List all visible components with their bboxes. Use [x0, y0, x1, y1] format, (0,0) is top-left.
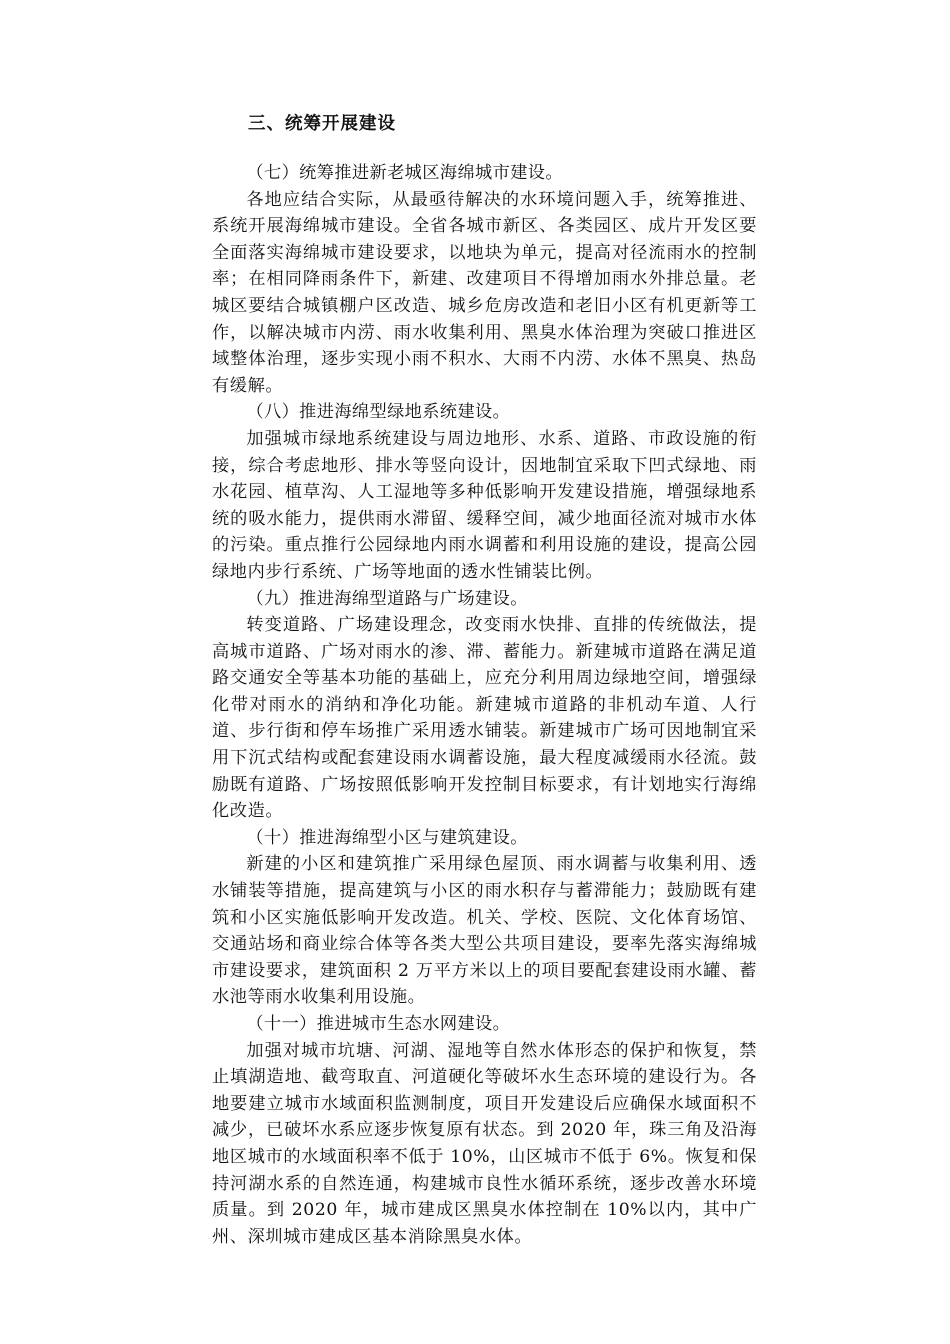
paragraph-9: 转变道路、广场建设理念，改变雨水快排、直排的传统做法，提高城市道路、广场对雨水的渗、滞、蓄能力。新建城市道路在满足道路交通安全等基本功能的基础上，应充分利用周边绿地空间，增强绿化带对雨水的消纳和净化功能。新建城市道路的非机动车道、人行道、步行街和停车场推广采用透水铺装。新建城市广场可因地制宜采用下沉式结构或配套建设雨水调蓄设施，最大程度减缓雨水径流。鼓励既有道路、广场按照低影响开发控制目标要求，有计划地实行海绵化改造。 — [212, 615, 757, 822]
paragraph-11: 加强对城市坑塘、河湖、湿地等自然水体形态的保护和恢复，禁止填湖造地、截弯取直、河道硬化等破坏水生态环境的建设行为。各地要建立城市水域面积监测制度，项目开发建设后应确保水域面积不减少，已破坏水系应逐步恢复原有状态。到 2020 年，珠三角及沿海地区城市的水域面积率不低于 10%，山区城市不低于 6%。恢复和保持河湖水系的自然连通，构建城市良性水循环系统，逐步改善水环境质量。到 2020 年，城市建成区黑臭水体控制在 10%以内，其中广州、深圳城市建成区基本消除黑臭水体。 — [212, 1040, 757, 1247]
subsection-heading-8: （八）推进海绵型绿地系统建设。 — [246, 402, 511, 423]
paragraph-7: 各地应结合实际，从最亟待解决的水环境问题入手，统筹推进、系统开展海绵城市建设。全省各城市新区、各类园区、成片开发区要全面落实海绵城市建设要求，以地块为单元，提高对径流雨水的控制率；在相同降雨条件下，新建、改建项目不得增加雨水外排总量。老城区要结合城镇棚户区改造、城乡危房改造和老旧小区有机更新等工作，以解决城市内涝、雨水收集利用、黑臭水体治理为突破口推进区域整体治理，逐步实现小雨不积水、大雨不内涝、水体不黑臭、热岛有缓解。 — [212, 189, 757, 396]
subsection-heading-10: （十）推进海绵型小区与建筑建设。 — [246, 827, 528, 848]
subsection-heading-9: （九）推进海绵型道路与广场建设。 — [246, 588, 528, 609]
paragraph-10: 新建的小区和建筑推广采用绿色屋顶、雨水调蓄与收集利用、透水铺装等措施，提高建筑与小区的雨水积存与蓄滞能力；鼓励既有建筑和小区实施低影响开发改造。机关、学校、医院、文化体育场馆、交通站场和商业综合体等各类大型公共项目建设，要率先落实海绵城市建设要求，建筑面积 2 万平方米以上的项目要配套建设雨水罐、蓄水池等雨水收集利用设施。 — [212, 854, 757, 1008]
document-page — [212, 112, 757, 1250]
document-body — [212, 160, 757, 1250]
paragraph-8: 加强城市绿地系统建设与周边地形、水系、道路、市政设施的衔接，综合考虑地形、排水等竖向设计，因地制宜采取下凹式绿地、雨水花园、植草沟、人工湿地等多种低影响开发建设措施，增强绿地系统的吸水能力，提供雨水滞留、缓释空间，减少地面径流对城市水体的污染。重点推行公园绿地内雨水调蓄和利用设施的建设，提高公园绿地内步行系统、广场等地面的透水性铺装比例。 — [212, 428, 757, 582]
section-heading: 三、统筹开展建设 — [248, 114, 396, 134]
subsection-heading-11: （十一）推进城市生态水网建设。 — [246, 1014, 511, 1034]
subsection-heading-7: （七）统筹推进新老城区海绵城市建设。 — [246, 163, 563, 183]
